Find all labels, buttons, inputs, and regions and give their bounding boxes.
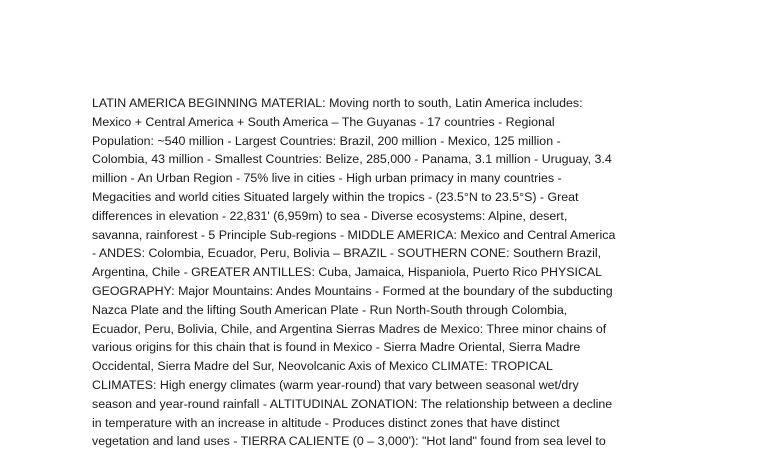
text-line: Colombia, 43 million - Smallest Countries: Belize, 285,000 - Panama, 3.1 million - Uruguay, 3.4 — [92, 152, 612, 167]
text-line: in temperature with an increase in altitude - Produces distinct zones that have distinct — [92, 415, 560, 430]
text-line: Megacities and world cities Situated largely within the tropics - (23.5°N to 23.5°S) - Great — [92, 189, 579, 204]
text-line: Occidental, Sierra Madre del Sur, Neovolcanic Axis of Mexico CLIMATE: TROPICAL — [92, 359, 553, 374]
text-line: - ANDES: Colombia, Ecuador, Peru, Bolivia – BRAZIL - SOUTHERN CONE: Southern Brazil, — [92, 246, 602, 261]
text-line: vegetation and land uses - TIERRA CALIENTE (0 – 3,000'): "Hot land" found from sea level to — [92, 434, 606, 449]
text-line: million - An Urban Region - 75% live in cities - High urban primacy in many countries - — [92, 171, 562, 186]
text-line: season and year-round rainfall - ALTITUDINAL ZONATION: The relationship between a decline — [92, 396, 613, 411]
text-line: CLIMATES: High energy climates (warm year-round) that vary between seasonal wet/dry — [92, 377, 579, 392]
text-line: Argentina, Chile - GREATER ANTILLES: Cuba, Jamaica, Hispaniola, Puerto Rico PHYSICAL — [92, 265, 603, 280]
text-line: LATIN AMERICA BEGINNING MATERIAL: Moving north to south, Latin America includes: — [92, 96, 583, 110]
text-line: Nazca Plate and the lifting South American Plate - Run North-South through Colombia, — [92, 302, 568, 317]
text-line: GEOGRAPHY: Major Mountains: Andes Mountains - Formed at the boundary of the subducting — [92, 283, 613, 298]
text-line: Mexico + Central America + South America – The Guyanas - 17 countries - Regional — [92, 114, 555, 129]
text-line: savanna, rainforest - 5 Principle Sub-regions - MIDDLE AMERICA: Mexico and Central America — [92, 227, 616, 242]
text-line: Ecuador, Peru, Bolivia, Chile, and Argentina Sierras Madres de Mexico: Three minor chains of — [92, 321, 607, 336]
text-line: differences in elevation - 22,831' (6,959m) to sea - Diverse ecosystems: Alpine, desert, — [92, 208, 568, 223]
document-body-text — [92, 94, 692, 451]
text-line: various origins for this chain that is found in Mexico - Sierra Madre Oriental, Sierra Madre — [92, 340, 581, 355]
text-line: Population: ~540 million - Largest Countries: Brazil, 200 million - Mexico, 125 million - — [92, 133, 561, 148]
